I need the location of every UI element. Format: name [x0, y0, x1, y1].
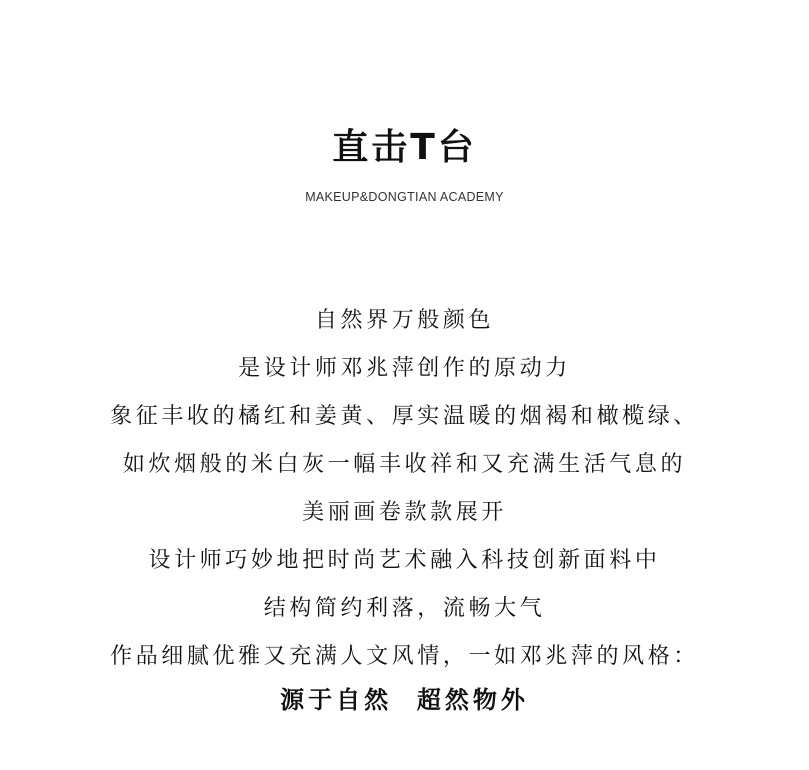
body-line: 如炊烟般的米白灰一幅丰收祥和又充满生活气息的 [122, 452, 687, 477]
body-line: 美丽画卷款款展开 [302, 500, 507, 525]
page-title: 直击T台 [332, 127, 477, 168]
closing-line: 源于自然 超然物外 [280, 686, 529, 714]
body-line: 自然界万般颜色 [314, 308, 495, 333]
body-line: 是设计师邓兆萍创作的原动力 [238, 356, 571, 381]
page-subtitle: MAKEUP&DONGTIAN ACADEMY [305, 190, 504, 204]
body-text [0, 297, 809, 681]
body-line: 设计师巧妙地把时尚艺术融入科技创新面料中 [148, 548, 661, 573]
body-line: 结构简约利落，流畅大气 [263, 596, 546, 621]
body-line: 作品细腻优雅又充满人文风情，一如邓兆萍的风格： [110, 644, 699, 669]
body-line: 象征丰收的橘红和姜黄、厚实温暖的烟褐和橄榄绿、 [110, 404, 699, 429]
